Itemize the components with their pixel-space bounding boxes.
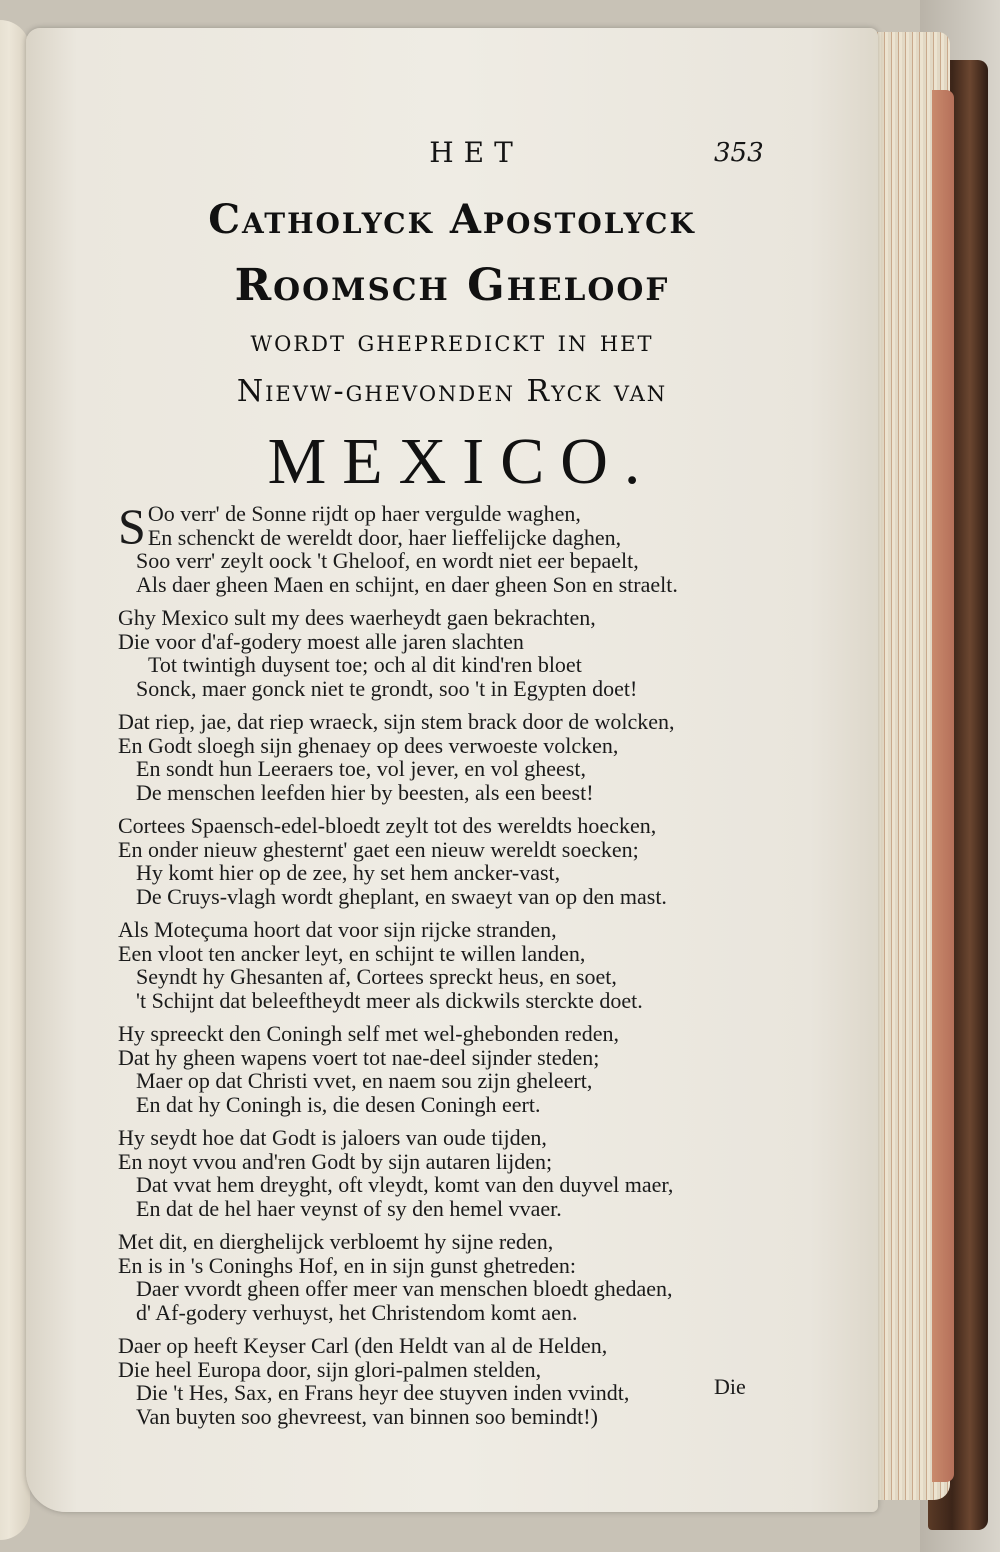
- poem-line: Daer op heeft Keyser Carl (den Heldt van al de Helden,: [118, 1333, 608, 1358]
- poem-line: En noyt vvou and'ren Godt by sijn autaren lijden;: [118, 1148, 553, 1174]
- poem-line: Dat riep, jae, dat riep wraeck, sijn stem brack door de wolcken,: [118, 709, 675, 734]
- poem-line: En is in 's Coninghs Hof, en in sijn gunst ghetreden:: [118, 1252, 576, 1278]
- poem-line: Van buyten soo ghevreest, van binnen soo bemindt!): [136, 1403, 598, 1429]
- catchword: Die: [714, 1374, 746, 1399]
- poem-line: Die voor d'af-godery moest alle jaren slachten: [118, 628, 524, 654]
- stanza: [118, 1022, 858, 1116]
- poem-line: Oo verr' de Sonne rijdt op haer vergulde waghen,: [147, 501, 581, 526]
- stanza: [118, 1126, 858, 1220]
- poem-line: Die heel Europa door, sijn glori-palmen stelden,: [118, 1356, 542, 1382]
- stanza: [118, 814, 858, 908]
- red-page-edge: [932, 90, 954, 1482]
- poem-line: Hy spreeckt den Coningh self met wel-ghebonden reden,: [118, 1021, 619, 1046]
- poem-line: Maer op dat Christi vvet, en naem sou zijn gheleert,: [136, 1068, 593, 1093]
- poem-line: Tot twintigh duysent toe; och al dit kind'ren bloet: [148, 652, 582, 677]
- poem-line: d' Af-godery verhuyst, het Christendom komt aen.: [136, 1299, 578, 1325]
- title-line-4: Nievw-ghevonden Ryck van: [236, 374, 668, 409]
- poem-line: Dat hy gheen wapens voert tot nae-deel sijnder steden;: [118, 1044, 600, 1070]
- poem-line: Hy seydt hoe dat Godt is jaloers van oude tijden,: [118, 1125, 547, 1150]
- poem-line: En onder nieuw ghesternt' gaet een nieuw wereldt soecken;: [118, 836, 639, 862]
- page-number: 353: [714, 138, 764, 168]
- poem-line: 't Schijnt dat beleeftheydt meer als dickwils sterckte doet.: [136, 987, 643, 1013]
- stanza: [118, 1334, 858, 1428]
- poem-line: Ghy Mexico sult my dees waerheydt gaen bekrachten,: [118, 605, 596, 630]
- poem-line: De menschen leefden hier by beesten, als een beest!: [136, 779, 594, 805]
- poem-line: En schenckt de wereldt door, haer lieffelijcke daghen,: [147, 524, 622, 550]
- book-page: [26, 28, 878, 1512]
- poem-line: Seyndt hy Ghesanten af, Cortees spreckt heus, en soet,: [136, 964, 617, 989]
- poem-line: Met dit, en dierghelijck verbloemt hy sijne reden,: [118, 1229, 554, 1254]
- drop-cap: S: [118, 498, 146, 554]
- poem-line: En dat hy Coningh is, die desen Coningh eert.: [136, 1091, 541, 1117]
- poem: [118, 498, 858, 1438]
- title-mexico: MEXICO.: [267, 425, 657, 498]
- title-line-1: Catholyck Apostolyck: [208, 196, 696, 243]
- poem-line: Hy komt hier op de zee, hy set hem ancker-vast,: [136, 860, 561, 885]
- stanza: [118, 606, 858, 700]
- poem-line: Sonck, maer gonck niet te grondt, soo 't in Egypten doet!: [136, 675, 638, 701]
- stanza: [118, 1230, 858, 1324]
- poem-line: En sondt hun Leeraers toe, vol jever, en vol gheest,: [136, 756, 586, 781]
- poem-line: Daer vvordt gheen offer meer van menschen bloedt ghedaen,: [136, 1276, 673, 1301]
- poem-line: Als daer gheen Maen en schijnt, en daer gheen Son en straelt.: [136, 571, 678, 597]
- poem-line: Een vloot ten ancker leyt, en schijnt te willen landen,: [118, 940, 586, 966]
- stanza: [118, 918, 858, 1012]
- stanza: [118, 710, 858, 804]
- poem-line: En Godt sloegh sijn ghenaey op dees verwoeste volcken,: [118, 732, 619, 758]
- poem-line: En dat de hel haer veynst of sy den hemel vvaer.: [136, 1195, 562, 1221]
- title-line-3: wordt ghepredickt in het: [250, 324, 654, 359]
- running-head: HET: [429, 136, 523, 169]
- title-line-2: Roomsch Gheloof: [234, 260, 670, 311]
- poem-line: Cortees Spaensch-edel-bloedt zeylt tot des wereldts hoecken,: [118, 813, 657, 838]
- poem-line: Die 't Hes, Sax, en Frans heyr dee stuyven inden vvindt,: [136, 1380, 630, 1405]
- poem-line: De Cruys-vlagh wordt gheplant, en swaeyt van op den mast.: [136, 883, 667, 909]
- stanza: [118, 498, 858, 597]
- poem-line: Soo verr' zeylt oock 't Gheloof, en wordt niet eer bepaelt,: [136, 548, 639, 573]
- poem-line: Als Moteçuma hoort dat voor sijn rijcke stranden,: [118, 917, 557, 942]
- poem-line: Dat vvat hem dreyght, oft vleydt, komt van den duyvel maer,: [136, 1172, 674, 1197]
